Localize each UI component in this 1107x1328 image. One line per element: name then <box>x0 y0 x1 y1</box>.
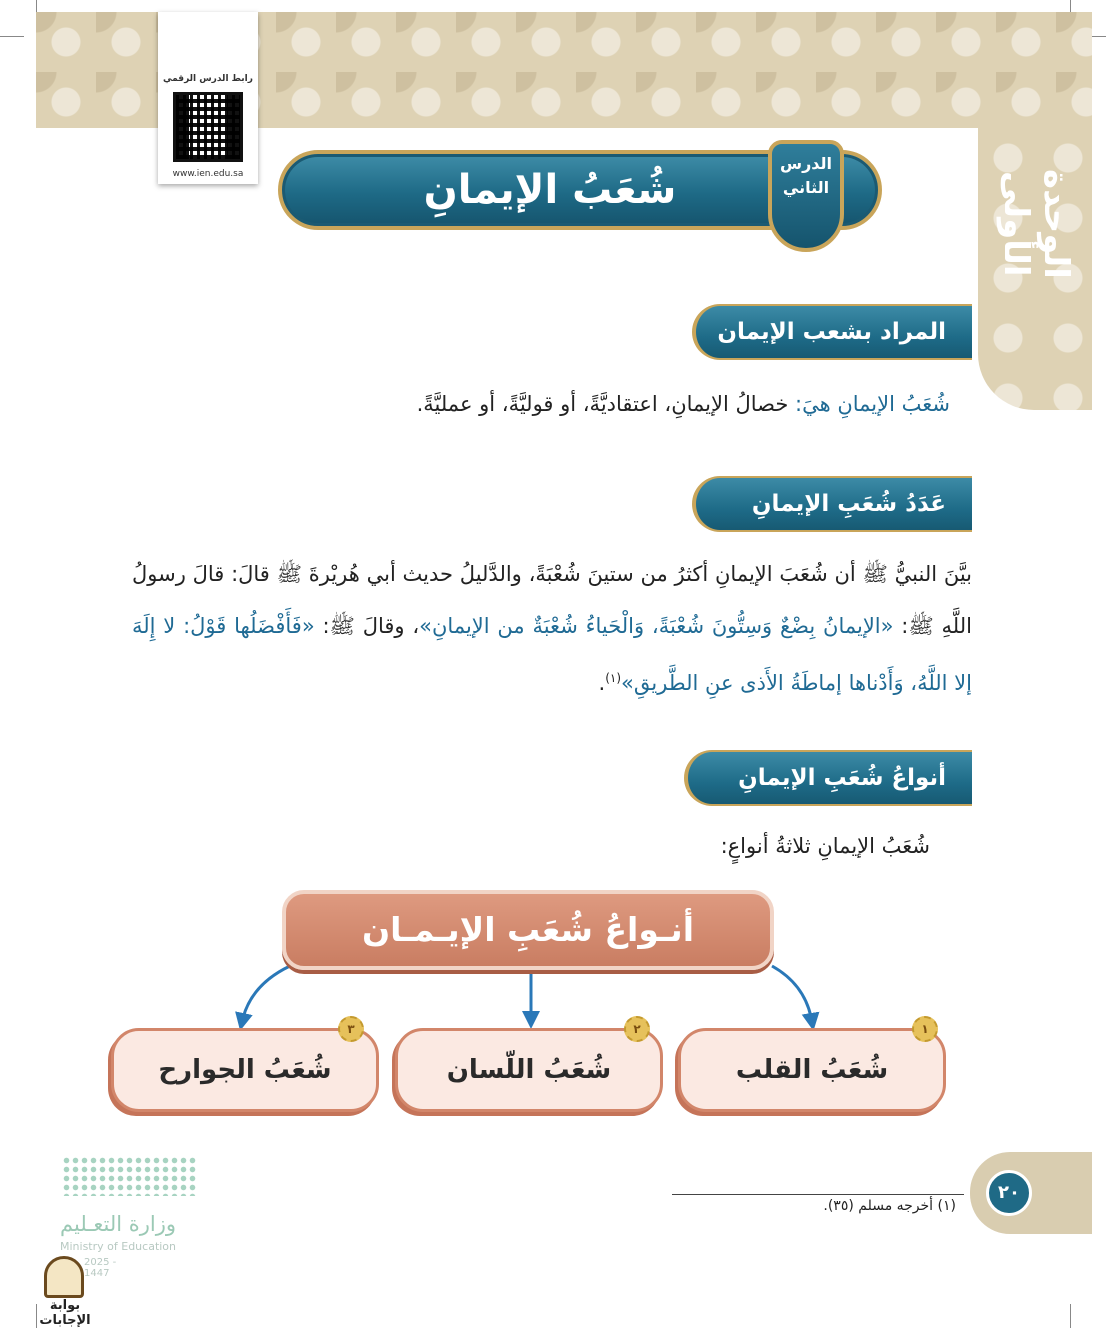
ministry-year: 2025 - 1447 <box>84 1257 117 1279</box>
footnote-text: (١) أخرجه مسلم (٣٥). <box>823 1198 956 1214</box>
arrow-to-limbs <box>242 966 290 1022</box>
ministry-logo-dots-icon <box>62 1156 198 1196</box>
answers-portal-icon <box>44 1256 84 1298</box>
answers-portal-label: بوابة الإجابات <box>39 1298 91 1328</box>
hadith-middle: ، وقالَ ﷺ: <box>314 614 420 638</box>
section-heading-text: أنواعُ شُعَبِ الإيمانِ <box>738 765 946 791</box>
definition-body: خصالُ الإيمانِ، اعتقاديَّةً، أو قوليَّةً، أو عمليَّةً. <box>416 392 789 416</box>
definition-term: شُعَبُ الإيمانِ هيَ: <box>788 392 950 416</box>
number-star-icon: ٣ <box>338 1016 364 1042</box>
number-star-icon: ١ <box>912 1016 938 1042</box>
footnote-ref[interactable]: (١) <box>605 671 622 685</box>
ministry-name-ar: وزارة التعـليم <box>60 1212 177 1236</box>
qr-caption: رابط الدرس الرقمي <box>163 74 253 84</box>
hadith-end: . <box>598 671 606 695</box>
diagram-child-label: شُعَبُ القلب <box>735 1055 889 1085</box>
ministry-name-en: Ministry of Education <box>60 1240 177 1253</box>
hadith-quote-2: «فَأَفْضَلُها قَوْلُ: لا إِلَهَ إلا اللَّهُ، وَأَدْناها إماطَةُ الأَذى عنِ الطَّريقِ» <box>132 614 972 695</box>
lesson-title: شُعَبُ الإيمانِ <box>423 167 677 213</box>
diagram-child-heart <box>678 1028 946 1112</box>
diagram-child-tongue <box>395 1028 663 1112</box>
lesson-badge-line2: الثاني <box>782 178 830 197</box>
lesson-badge-line1: الدرس <box>779 154 833 173</box>
qr-url[interactable]: www.ien.edu.sa <box>172 169 244 179</box>
diagram-child-limbs <box>111 1028 379 1112</box>
diagram-root <box>282 890 774 970</box>
types-intro: شُعَبُ الإيمانِ ثلاثةُ أنواعٍ: <box>720 834 930 858</box>
section-heading-text: عَدَدُ شُعَبِ الإيمانِ <box>751 491 946 517</box>
diagram-child-label: شُعَبُ الجوارح <box>158 1055 332 1085</box>
diagram-child-label: شُعَبُ اللّسان <box>446 1055 612 1085</box>
diagram-root-label: أنـواعُ شُعَبِ الإيـمـان <box>361 910 695 949</box>
number-star-icon: ٢ <box>624 1016 650 1042</box>
arrow-to-heart <box>772 966 812 1022</box>
hadith-intro: بيَّنَ النبيُّ ﷺ أن شُعَبَ الإيمانِ أكثرُ من ستينَ شُعْبَةً، والدَّليلُ حديث أبي هُريْرةَ ﷺ قالَ: قالَ رسولُ اللَّهِ ﷺ: <box>132 562 972 638</box>
unit-label: الوحدة الأولى <box>996 169 1076 279</box>
footnote-divider <box>672 1194 964 1195</box>
hadith-quote-1: «الإيمانُ بِضْعٌ وَسِتُّونَ شُعْبَةً، وَالْحَياءُ شُعْبَةٌ من الإيمانِ» <box>419 614 894 638</box>
section-heading-text: المراد بشعب الإيمان <box>717 319 946 345</box>
page-number: ٢٠ <box>986 1170 1032 1216</box>
